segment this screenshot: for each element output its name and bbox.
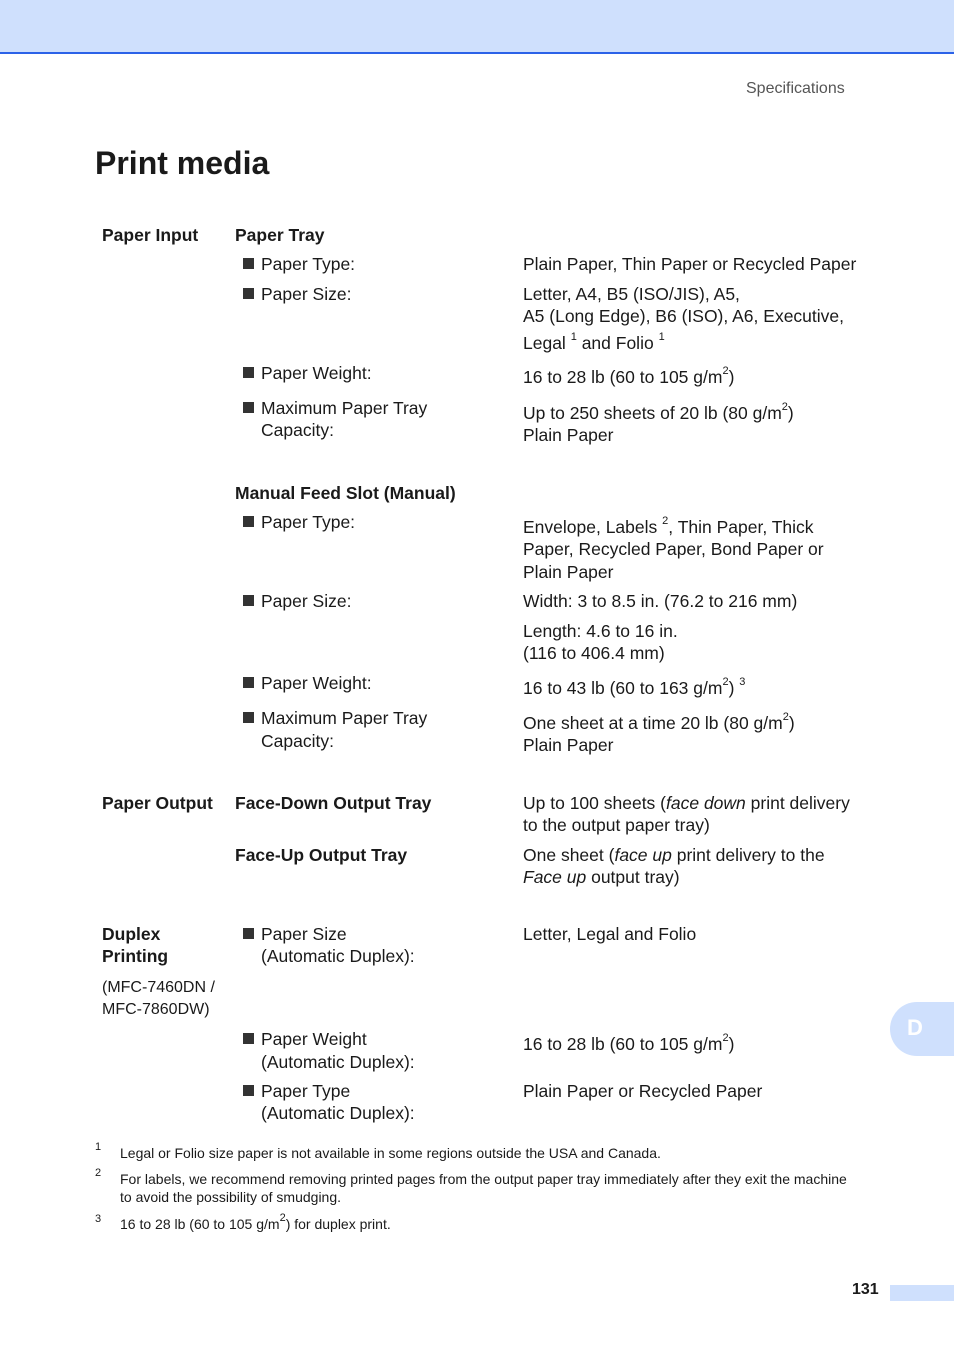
face-down-value-2: to the output paper tray) [523,815,710,835]
duplex-weight-label-2: (Automatic Duplex): [261,1052,415,1072]
header-bar [0,0,954,54]
tray-capacity-value-2: Plain Paper [523,425,614,445]
tray-paper-weight-value: 16 to 28 lb (60 to 105 $g/m^2$) [523,365,735,387]
bullet-icon [243,677,254,688]
tray-paper-weight-label: Paper Weight: [261,363,372,383]
tray-capacity-label-1: Maximum Paper Tray [261,398,428,418]
appendix-tab-letter: D [907,1015,923,1040]
tray-paper-size-label: Paper Size: [261,284,352,304]
footnote-3-number: 3 [95,1213,102,1225]
duplex-type-label-2: (Automatic Duplex): [261,1103,415,1123]
tray-paper-size-value-1: Letter, A4, B5 (ISO/JIS), A5, [523,284,740,304]
footnote-3-text: 16 to 28 lb (60 to 105 $g/m^2$) for duplex print. [120,1212,391,1232]
bullet-icon [243,258,254,269]
footnote-2-text-2: to avoid the possibility of smudging. [120,1189,342,1205]
duplex-models-1: (MFC-7460DN / [102,979,215,996]
paper-output-label: Paper Output [102,793,213,813]
footnote-1-number: 1 [95,1141,102,1153]
duplex-label-2: Printing [102,946,169,966]
paper-input-label: Paper Input [102,225,199,245]
manual-paper-type-value-2: Paper, Recycled Paper, Bond Paper or [523,539,824,559]
duplex-weight-value: 16 to 28 lb (60 to 105 $g/m^2$) [523,1032,735,1054]
face-down-value-1: Up to 100 sheets (face down print delivery [523,793,850,813]
duplex-weight-label-1: Paper Weight [261,1029,367,1049]
bullet-icon [243,1033,254,1044]
bullet-icon [243,402,254,413]
duplex-size-label-2: (Automatic Duplex): [261,946,415,966]
manual-paper-type-value-3: Plain Paper [523,562,614,582]
duplex-size-label-1: Paper Size [261,924,347,944]
tray-paper-type-label: Paper Type: [261,254,356,274]
duplex-label-1: Duplex [102,924,161,944]
manual-paper-type-value-1: Envelope, Labels $^2$, Thin Paper, Thick [523,515,814,537]
page-number-bar [890,1285,954,1301]
bullet-icon [243,288,254,299]
appendix-tab [890,1002,954,1056]
face-down-heading: Face-Down Output Tray [235,793,432,813]
duplex-size-value: Letter, Legal and Folio [523,924,697,944]
tray-paper-size-value-3: Legal $^1$ and Folio $^1$ [523,331,665,353]
footnote-ref: 1 [658,331,665,344]
face-up-heading: Face-Up Output Tray [235,845,408,865]
footnote-1-text: Legal or Folio size paper is not available in some regions outside the USA and Canada. [120,1145,661,1161]
manual-capacity-value-2: Plain Paper [523,735,614,755]
paper-tray-heading: Paper Tray [235,225,325,245]
face-up-value-1: One sheet (face up print delivery to the [523,845,825,865]
manual-paper-size-width: Width: 3 to 8.5 in. (76.2 to 216 mm) [523,591,798,611]
footnote-2-text-1: For labels, we recommend removing printed pages from the output paper tray immediately after they exit the machine [120,1171,847,1187]
tray-capacity-value-1: Up to 250 sheets of 20 lb (80 $g/m^2$) [523,401,794,423]
tray-paper-type-value: Plain Paper, Thin Paper or Recycled Paper [523,254,857,274]
bullet-icon [243,595,254,606]
bullet-icon [243,712,254,723]
manual-paper-weight-value: 16 to 43 lb (60 to 163 $g/m^2$) $^3$ [523,676,746,698]
footnote-2-number: 2 [95,1167,102,1179]
manual-capacity-label-1: Maximum Paper Tray [261,708,428,728]
footnote-ref: 1 [570,331,577,344]
manual-paper-type-label: Paper Type: [261,512,356,532]
manual-paper-size-length-1: Length: 4.6 to 16 in. [523,621,678,641]
duplex-models-2: MFC-7860DW) [102,1001,210,1018]
manual-feed-heading: Manual Feed Slot (Manual) [235,483,456,503]
page-title: Print media [95,145,270,181]
section-name: Specifications [746,80,845,97]
duplex-type-label-1: Paper Type [261,1081,351,1101]
footnote-ref: 2 [662,515,669,528]
face-up-value-2: Face up output tray) [523,867,680,887]
bullet-icon [243,1085,254,1096]
manual-capacity-value-1: One sheet at a time 20 lb (80 $g/m^2$) [523,711,795,733]
duplex-type-value: Plain Paper or Recycled Paper [523,1081,763,1101]
footnote-ref: 3 [739,676,746,689]
tray-capacity-label-2: Capacity: [261,420,334,440]
tray-paper-size-value-2: A5 (Long Edge), B6 (ISO), A6, Executive, [523,306,844,326]
page-number: 131 [852,1281,879,1298]
bullet-icon [243,516,254,527]
bullet-icon [243,928,254,939]
manual-paper-size-label: Paper Size: [261,591,352,611]
manual-capacity-label-2: Capacity: [261,731,334,751]
manual-paper-weight-label: Paper Weight: [261,673,372,693]
manual-paper-size-length-2: (116 to 406.4 mm) [523,643,665,663]
bullet-icon [243,367,254,378]
